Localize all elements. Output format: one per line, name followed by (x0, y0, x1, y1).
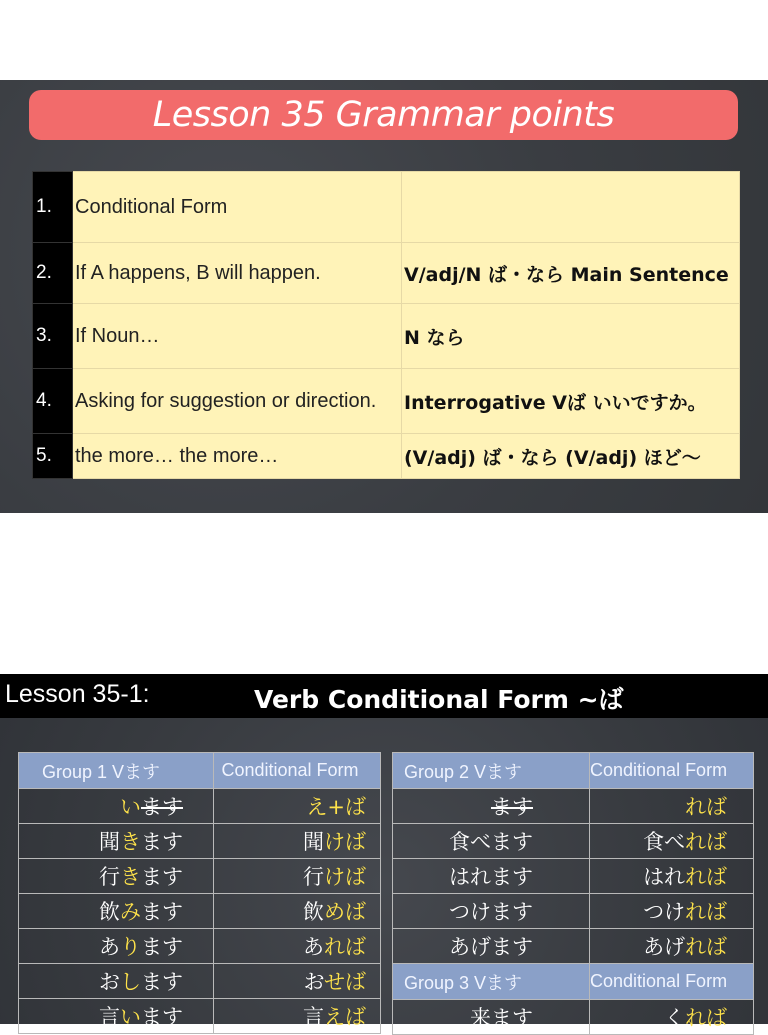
ba-ending: ば (345, 970, 366, 994)
masu-ending: ます (141, 970, 183, 994)
changing-kana: い (120, 1005, 141, 1029)
point-form: N なら (402, 304, 740, 369)
reba-ending: れば (685, 900, 728, 924)
table-row (19, 999, 381, 1034)
conditional-form-cell (214, 894, 381, 929)
ba-ending: ば (345, 830, 366, 854)
masu-form-cell (19, 894, 214, 929)
verb-stem: 行 (99, 865, 120, 889)
conditional-form-cell (590, 789, 754, 824)
reba-ending: れば (685, 1006, 728, 1030)
table-row (393, 929, 754, 964)
ba-ending: ば (345, 1005, 366, 1029)
point-number: 3. (33, 304, 73, 369)
changing-kana: み (120, 900, 141, 924)
conditional-form-cell (214, 929, 381, 964)
masu-form-cell (393, 929, 590, 964)
changing-kana: り (120, 935, 141, 959)
grammar-point-row (33, 172, 740, 243)
masu-form-cell (19, 824, 214, 859)
verb-conditional-slide (0, 674, 768, 1030)
table-header-row (393, 753, 754, 789)
masu-form-cell (19, 789, 214, 824)
grammar-point-row (33, 434, 740, 479)
point-description: Asking for suggestion or direction. (73, 369, 402, 434)
lesson-label: Lesson 35-1: (5, 680, 150, 708)
table-row (19, 824, 381, 859)
point-form: Interrogative Vば いいですか。 (402, 369, 740, 434)
reba-ending: れば (685, 795, 728, 819)
masu-form-cell (393, 894, 590, 929)
conditional-form-cell (590, 929, 754, 964)
table-row (393, 789, 754, 824)
point-number: 1. (33, 172, 73, 243)
masu-ending: ます (141, 795, 183, 819)
table-row (19, 964, 381, 999)
masu-form-cell (19, 859, 214, 894)
column-header: Group 2 Vます (393, 753, 590, 789)
column-header: Conditional Form (590, 964, 754, 1000)
group1-conjugation-table (18, 752, 381, 1034)
reba-ending: れば (685, 830, 728, 854)
ba-ending: ば (345, 900, 366, 924)
point-description: the more… the more… (73, 434, 402, 479)
masu-form-cell (393, 859, 590, 894)
point-description: If Noun… (73, 304, 402, 369)
conditional-form-cell (590, 859, 754, 894)
column-header: Group 1 Vます (19, 753, 214, 789)
masu-form-cell (19, 929, 214, 964)
reba-ending: れば (685, 935, 728, 959)
table-row (393, 859, 754, 894)
conditional-form-cell (590, 894, 754, 929)
column-header: Conditional Form (590, 753, 754, 789)
point-description: Conditional Form (73, 172, 402, 243)
verb-stem: 来 (470, 1006, 491, 1030)
table-row (19, 789, 381, 824)
conditional-form-cell (214, 964, 381, 999)
table-row (19, 859, 381, 894)
grammar-points-slide (0, 80, 768, 513)
group2-3-conjugation-table (392, 752, 754, 1035)
ba-ending: ば (345, 935, 366, 959)
masu-form-cell (19, 999, 214, 1034)
verb-stem: 食べ (449, 830, 491, 854)
table-header-row (393, 964, 754, 1000)
changing-kana: し (120, 970, 141, 994)
point-description: If A happens, B will happen. (73, 243, 402, 304)
masu-ending: ます (141, 865, 183, 889)
grammar-points-table (32, 171, 740, 479)
point-number: 5. (33, 434, 73, 479)
changed-kana: え (306, 795, 328, 819)
masu-ending: ます (141, 1005, 183, 1029)
verb-stem: お (303, 970, 324, 994)
changed-kana: せ (324, 970, 345, 994)
verb-stem: く (664, 1006, 686, 1030)
changed-kana: け (324, 830, 345, 854)
verb-stem: お (99, 970, 120, 994)
verb-stem: あげ (643, 935, 686, 959)
masu-ending: ます (491, 1006, 533, 1030)
verb-stem: あ (99, 935, 120, 959)
changed-kana: え (324, 1005, 345, 1029)
slide-title-banner (29, 90, 738, 140)
changing-kana: い (120, 795, 141, 819)
verb-stem: つけ (643, 900, 686, 924)
conditional-form-cell (590, 1000, 754, 1035)
verb-stem: 行 (303, 865, 324, 889)
verb-stem: 聞 (303, 830, 324, 854)
changing-kana: き (120, 830, 141, 854)
point-form: V/adj/N ば・なら Main Sentence (402, 243, 740, 304)
conditional-form-cell (214, 789, 381, 824)
verb-stem: 食べ (643, 830, 686, 854)
masu-ending: ます (141, 830, 183, 854)
conditional-form-cell (214, 999, 381, 1034)
changed-kana: け (324, 865, 345, 889)
conditional-form-cell (214, 824, 381, 859)
masu-ending: ます (491, 865, 533, 889)
verb-stem: はれ (643, 865, 686, 889)
masu-ending: ます (491, 795, 533, 819)
verb-stem: 言 (99, 1005, 120, 1029)
changed-kana: め (324, 900, 345, 924)
verb-stem: はれ (449, 865, 491, 889)
verb-stem: あ (303, 935, 324, 959)
slide-header-bar (0, 674, 768, 718)
verb-stem: 聞 (99, 830, 120, 854)
masu-form-cell (393, 789, 590, 824)
masu-ending: ます (491, 830, 533, 854)
verb-stem: あげ (449, 935, 491, 959)
ba-ending: ば (345, 865, 366, 889)
masu-ending: ます (491, 900, 533, 924)
table-row (19, 894, 381, 929)
column-header: Group 3 Vます (393, 964, 590, 1000)
ba-ending: +ば (327, 795, 366, 819)
verb-stem: 飲 (99, 900, 120, 924)
column-header: Conditional Form (214, 753, 381, 789)
verb-stem: 言 (303, 1005, 324, 1029)
slide-heading: Verb Conditional Form ~ば (254, 685, 624, 714)
changing-kana: き (120, 865, 141, 889)
table-row (393, 894, 754, 929)
grammar-point-row (33, 243, 740, 304)
slide-title: Lesson 35 Grammar points (152, 95, 615, 135)
masu-form-cell (19, 964, 214, 999)
table-row (393, 1000, 754, 1035)
masu-ending: ます (491, 935, 533, 959)
point-number: 2. (33, 243, 73, 304)
table-header-row (19, 753, 381, 789)
grammar-point-row (33, 304, 740, 369)
conditional-form-cell (590, 824, 754, 859)
table-row (393, 824, 754, 859)
masu-form-cell (393, 824, 590, 859)
changed-kana: れ (324, 935, 345, 959)
reba-ending: れば (685, 865, 728, 889)
conditional-form-cell (214, 859, 381, 894)
point-number: 4. (33, 369, 73, 434)
table-row (19, 929, 381, 964)
point-form: (V/adj) ば・なら (V/adj) ほど〜 (402, 434, 740, 479)
masu-form-cell (393, 1000, 590, 1035)
point-form (402, 172, 740, 243)
verb-stem: 飲 (303, 900, 324, 924)
grammar-point-row (33, 369, 740, 434)
masu-ending: ます (141, 900, 183, 924)
verb-stem: つけ (449, 900, 491, 924)
masu-ending: ます (141, 935, 183, 959)
